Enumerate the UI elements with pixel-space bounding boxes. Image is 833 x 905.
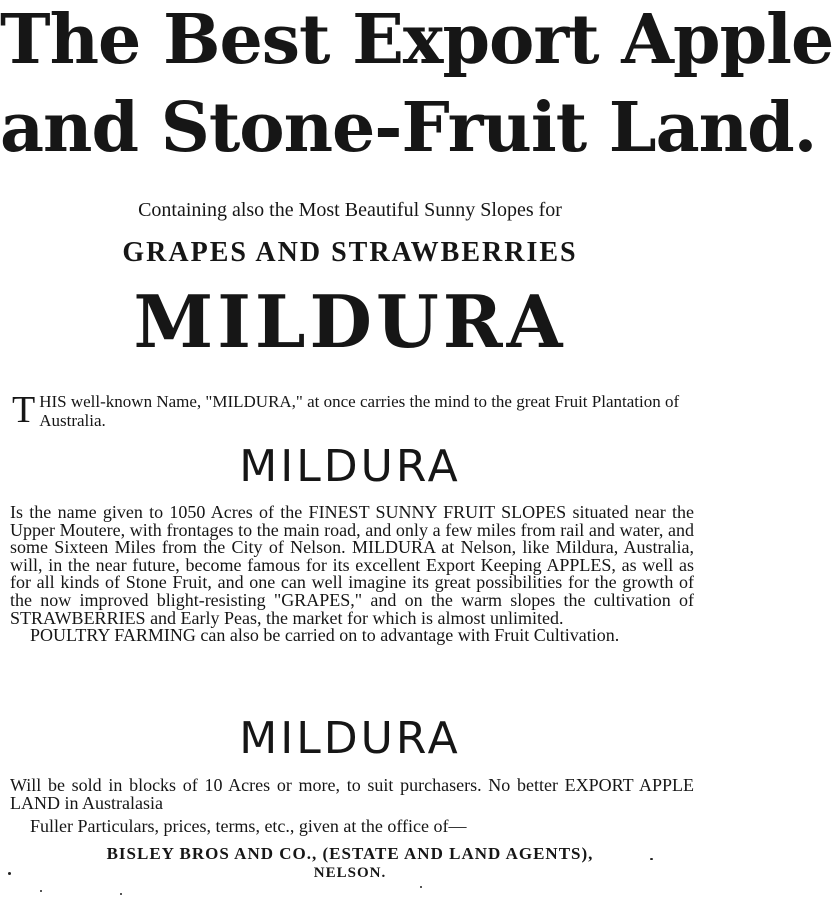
mildura-title-small: MILDURA	[239, 713, 461, 764]
mildura-title-medium: MILDURA	[239, 441, 461, 492]
town-line: NELSON.	[313, 865, 387, 881]
print-speck	[8, 872, 11, 875]
print-speck	[420, 886, 422, 888]
sale-terms-paragraph: Will be sold in blocks of 10 Acres or more, to suit purchasers. No better EXPORT APPLE LAND in Australasia	[10, 775, 694, 813]
intro-text: HIS well-known Name, "MILDURA," at once carries the mind to the great Fruit Plantation of Australia.	[39, 392, 680, 430]
print-speck	[120, 893, 122, 895]
agents-line: BISLEY BROS AND CO., (ESTATE AND LAND AGENTS),	[106, 844, 594, 863]
fuller-particulars-line: Fuller Particulars, prices, terms, etc., given at the office of—	[30, 816, 467, 836]
drop-cap: T	[12, 389, 36, 431]
poultry-paragraph: POULTRY FARMING can also be carried on to advantage with Fruit Cultivation.	[30, 625, 620, 646]
grapes-strawberries-heading: GRAPES AND STRAWBERRIES	[122, 237, 578, 268]
print-speck	[650, 858, 653, 860]
description-paragraph: Is the name given to 1050 Acres of the FINEST SUNNY FRUIT SLOPES situated near the Upper Moutere, with frontages to the main road, and only a few miles from rail and water, and some Sixteen Miles from the City of Nelson. MILDURA at Nelson, like Mildura, Australia, will, in the near future, become famous for its excellent Export Keeping APPLES, as well as for all kinds of Stone Fruit, and one can well imagine its great possibilities for the growth of the now improved blight-resisting "GRAPES," and on the warm slopes the cultivation of STRAWBERRIES and Early Peas, the market for which is almost unlimited.	[10, 502, 694, 628]
subheadline: Containing also the Most Beautiful Sunny Slopes for	[138, 199, 562, 221]
mildura-title-large: MILDURA	[133, 279, 567, 364]
headline-line-1: The Best Export Apple	[0, 0, 833, 80]
headline-line-2: and Stone-Fruit Land.	[0, 88, 817, 168]
print-speck	[40, 890, 42, 892]
intro-paragraph	[12, 389, 692, 431]
description-block	[10, 504, 694, 645]
